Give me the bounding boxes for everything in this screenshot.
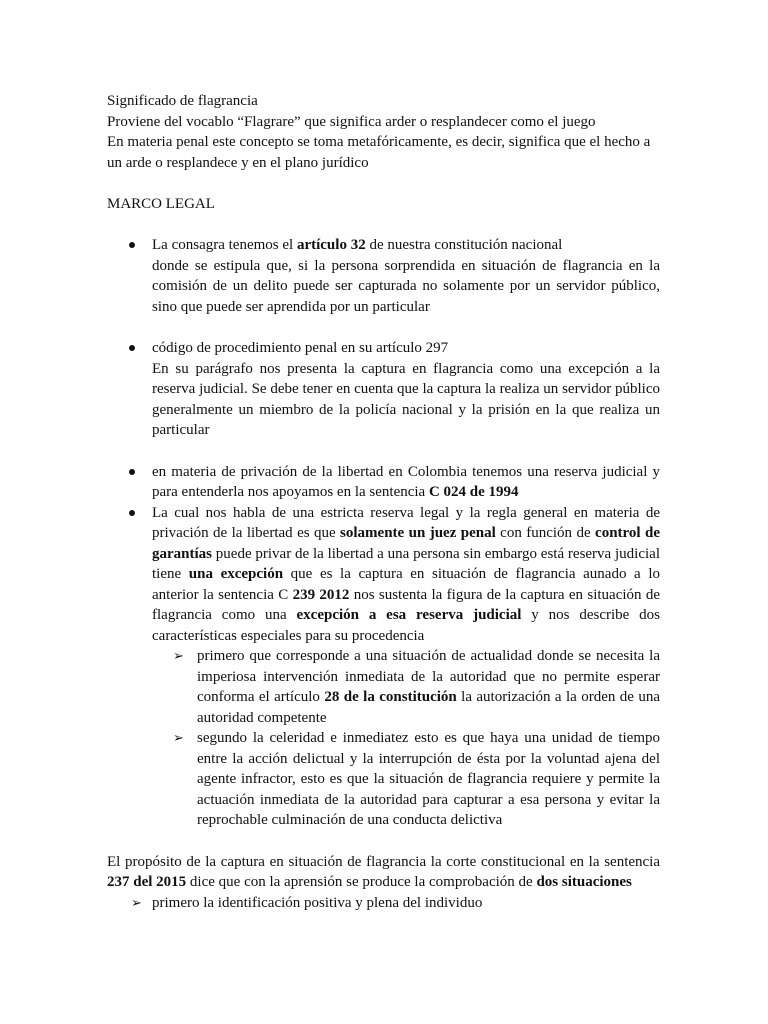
bullet-icon	[129, 345, 135, 351]
document-body	[107, 91, 660, 913]
list-item-identificacion: ➢ primero la identificación positiva y plena del individuo	[107, 893, 660, 914]
section-heading-marco-legal: MARCO LEGAL	[107, 195, 215, 212]
sublist-item-actualidad: ➢ primero que corresponde a una situación de actualidad donde se necesita la imperiosa intervención inmediata de la autoridad que no permite esperar conforma el artículo 28 de la constitución la autorización a la orden de una autoridad competente	[173, 648, 660, 726]
list-item-body: En su parágrafo nos presenta la captura en flagrancia como una excepción a la reserva judicial. Se debe tener en cuenta que la captura la realiza un servidor público generalmente un miembro de la policía nacional y la prisión en la que realiza un particular	[152, 360, 660, 438]
intro-title: Significado de flagrancia	[107, 93, 258, 109]
bullet-icon	[129, 242, 135, 248]
intro-definition: En materia penal este concepto se toma metafóricamente, es decir, significa que el hecho a un arde o resplandece y en el plano jurídico	[107, 134, 651, 171]
legal-framework-list-3	[107, 462, 660, 831]
legal-framework-list-2	[107, 338, 660, 441]
list-item-codigo-procedimiento: código de procedimiento penal en su artículo 297 En su parágrafo nos presenta la captura en flagrancia como una excepción a la reserva judicial. Se debe tener en cuenta que la captura la realiza un servidor público generalmente un miembro de la policía nacional y la prisión en la que realiza un particular	[107, 338, 660, 441]
arrowhead-icon: ➢	[173, 731, 184, 746]
legal-framework-list	[107, 235, 660, 317]
list-item-body: donde se estipula que, si la persona sorprendida en situación de flagrancia en la comisión de un delito puede ser capturada no solamente por un servidor público, sino que puede ser aprendida por un particular	[152, 257, 660, 315]
closing-paragraph: El propósito de la captura en situación de flagrancia la corte constitucional en la sentencia 237 del 2015 dice que con la aprensión se produce la comprobación de dos situaciones	[107, 853, 660, 890]
list-item-reserva-judicial: en materia de privación de la libertad en Colombia tenemos una reserva judicial y para entenderla nos apoyamos en la sentencia C 024 de 1994	[107, 462, 660, 503]
arrowhead-icon: ➢	[131, 895, 142, 911]
sublist-item-celeridad: ➢ segundo la celeridad e inmediatez esto es que haya una unidad de tiempo entre la acción delictual y la interrupción de ésta por la voluntad ajena del agente infractor, esto es que la situación de flagrancia requiere y permite la actuación inmediata de la autoridad para capturar a esa persona y evitar la reprochable culminación de una conducta delictiva	[173, 730, 660, 828]
characteristics-sublist	[152, 646, 660, 831]
bullet-icon	[129, 510, 135, 516]
list-item-articulo-32: La consagra tenemos el artículo 32 de nuestra constitución nacional donde se estipula que, si la persona sorprendida en situación de flagrancia en la comisión de un delito puede ser capturada no solamente por un servidor público, sino que puede ser aprendida por un particular	[107, 235, 660, 317]
bullet-icon	[129, 469, 135, 475]
intro-etymology: Proviene del vocablo “Flagrare” que significa arder o resplandecer como el juego	[107, 113, 596, 130]
list-item-estricta-reserva: La cual nos habla de una estricta reserva legal y la regla general en materia de privación de la libertad es que solamente un juez penal con función de control de garantías puede privar de la libertad a una persona sin embargo está reserva judicial tiene una excepción que es la captura en situación de flagrancia aunado a lo anterior la sentencia C 239 2012 nos sustenta la figura de la captura en situación de flagrancia como una excepción a esa reserva judicial y nos describe dos características especiales para su procedencia ➢ primero que corresponde a una situación de actualidad donde se necesita la imperiosa intervención inmediata de la autoridad que no permite esperar conforma el artículo 28 de la constitución la autorización a la orden de una autoridad competente ➢ segundo la celeridad e inmediatez esto es que haya una unidad de tiempo entre la acción delictual y la interrupción de ésta por la voluntad ajena del agente infractor, esto es que la situación de flagrancia requiere y permite la actuación inmediata de la autoridad para capturar a esa persona y evitar la reprochable culminación de una conducta delictiva	[107, 503, 660, 831]
arrowhead-icon: ➢	[173, 649, 184, 664]
situations-list	[107, 893, 660, 914]
